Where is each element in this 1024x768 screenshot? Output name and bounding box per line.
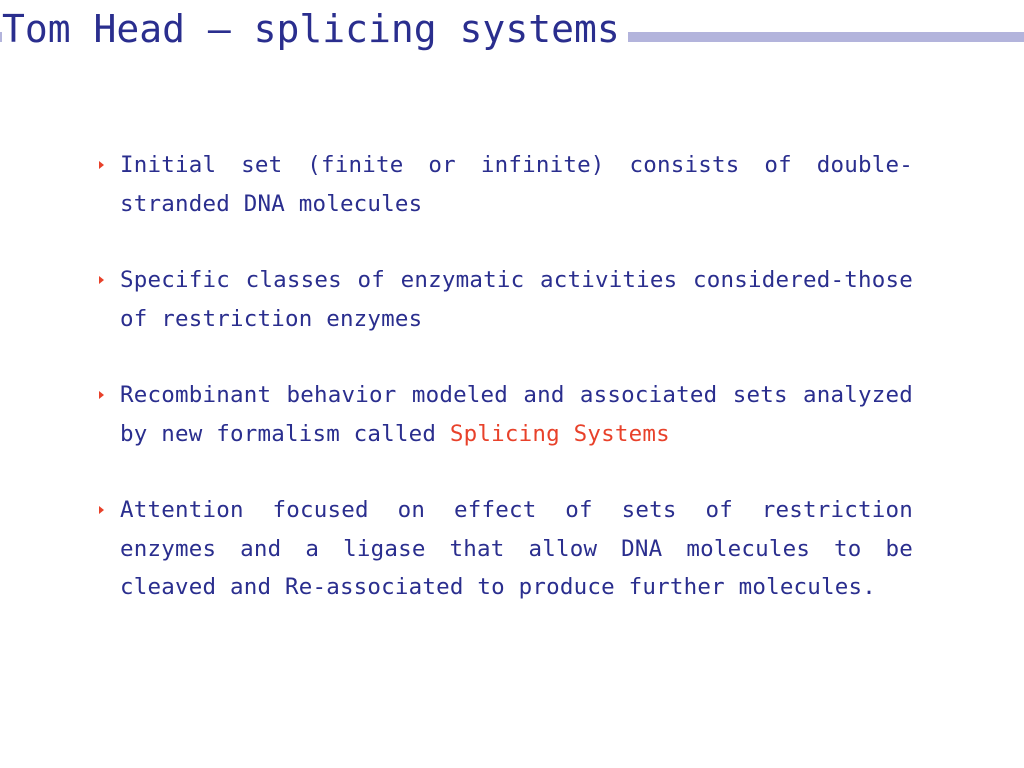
highlighted-term: Splicing Systems xyxy=(449,420,670,447)
bullet-marker-icon xyxy=(99,161,104,169)
bullet-marker-icon xyxy=(99,506,104,514)
bullet-text: Initial set (finite or infinite) consists of double-stranded DNA molecules xyxy=(120,152,913,217)
bullet-item xyxy=(97,261,913,338)
bullet-text: Attention focused on effect of sets of restriction enzymes and a ligase that allow DNA molecules to be cleaved and Re-associated to produce further molecules. xyxy=(120,497,913,600)
bullet-text: Specific classes of enzymatic activities considered-those of restriction enzymes xyxy=(120,267,913,332)
bullet-item xyxy=(97,491,913,607)
bullet-marker-icon xyxy=(99,276,104,284)
slide-title: Tom Head – splicing systems xyxy=(2,4,628,54)
bullet-text: Recombinant behavior modeled and associated sets analyzed by new formalism called xyxy=(120,382,913,447)
bullet-item xyxy=(97,146,913,223)
bullet-item xyxy=(97,376,913,453)
bullet-list xyxy=(97,146,913,645)
bullet-marker-icon xyxy=(99,391,104,399)
